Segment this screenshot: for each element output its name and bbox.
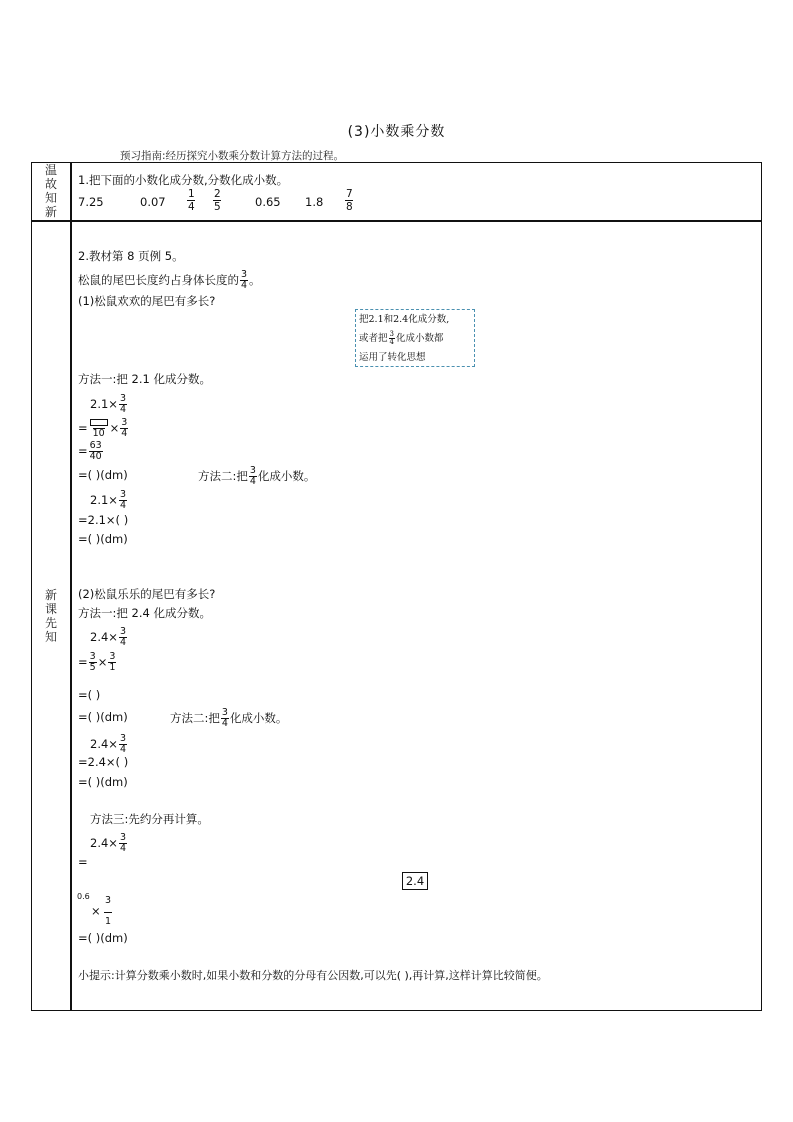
hint-callout-box bbox=[355, 309, 475, 367]
decimal-0-65: 0.65 bbox=[255, 195, 281, 209]
expr-text: 2.4× bbox=[90, 836, 118, 850]
denominator: 4 bbox=[119, 500, 126, 511]
period: 。 bbox=[249, 273, 261, 287]
part2-question: (2)松鼠乐乐的尾巴有多长? bbox=[78, 587, 216, 601]
fraction-1-4 bbox=[186, 188, 197, 213]
part2-method3-label: 方法三:先约分再计算。 bbox=[90, 812, 209, 826]
part1-method1-line2 bbox=[78, 418, 129, 439]
numerator: 3 bbox=[119, 733, 126, 744]
times: × bbox=[109, 421, 120, 435]
part2-method2-expr bbox=[90, 734, 128, 755]
numerator-blank[interactable] bbox=[89, 418, 109, 428]
part2-method2-label bbox=[170, 708, 287, 729]
side-char: 新 bbox=[44, 588, 57, 602]
denominator: 40 bbox=[89, 451, 102, 462]
expr-text: 2.4× bbox=[90, 737, 118, 751]
hint-text: 或者把 bbox=[359, 333, 388, 344]
part2-method2-line2[interactable]: =2.4×( ) bbox=[78, 755, 129, 769]
side-char: 知 bbox=[44, 630, 57, 644]
side-char: 故 bbox=[44, 177, 57, 191]
fraction-7-8 bbox=[344, 188, 355, 213]
part2-method1-label: 方法一:把 2.4 化成分数。 bbox=[78, 606, 211, 620]
label-text: 化成小数。 bbox=[229, 711, 288, 725]
lesson-question-2: 2.教材第 8 页例 5。 bbox=[78, 249, 184, 263]
numerator: 3 bbox=[121, 417, 128, 428]
part1-method2-result[interactable]: =( )(dm) bbox=[78, 532, 128, 546]
part2-method1-expr bbox=[90, 627, 128, 648]
side-label-review bbox=[43, 163, 59, 219]
part2-method3-times: × bbox=[91, 904, 101, 918]
hint-line-2 bbox=[359, 329, 474, 348]
side-char: 温 bbox=[44, 163, 57, 177]
denominator: 10 bbox=[92, 428, 105, 439]
numerator: 3 bbox=[249, 465, 256, 476]
statement-text: 松鼠的尾巴长度约占身体长度的 bbox=[78, 273, 239, 287]
denominator: 4 bbox=[241, 280, 248, 291]
numerator: 3 bbox=[109, 651, 116, 662]
numerator: 2 bbox=[214, 188, 221, 200]
part1-method2-line2[interactable]: =2.1×( ) bbox=[78, 513, 129, 527]
equals: = bbox=[78, 655, 88, 669]
denominator: 4 bbox=[249, 476, 256, 487]
denominator: 4 bbox=[221, 718, 228, 729]
equals: = bbox=[78, 421, 88, 435]
label-text: 方法二:把 bbox=[170, 711, 220, 725]
numerator: 3 bbox=[221, 707, 228, 718]
reduced-0-6: 0.6 bbox=[77, 892, 90, 901]
numerator: 1 bbox=[188, 188, 195, 200]
part1-method1-label: 方法一:把 2.1 化成分数。 bbox=[78, 372, 211, 386]
hint-line-3: 运用了转化思想 bbox=[359, 352, 426, 363]
part1-question: (1)松鼠欢欢的尾巴有多长? bbox=[78, 294, 216, 308]
denominator: 1 bbox=[109, 662, 116, 673]
review-question-1: 1.把下面的小数化成分数,分数化成小数。 bbox=[78, 173, 289, 187]
part2-method3-result[interactable]: =( )(dm) bbox=[78, 931, 128, 945]
numerator: 63 bbox=[89, 440, 102, 451]
denominator: 1 bbox=[105, 916, 112, 927]
hint-line-1: 把2.1和2.4化成分数, bbox=[359, 314, 450, 325]
part2-method3-expr bbox=[90, 833, 128, 854]
numerator: 3 bbox=[241, 269, 248, 280]
denominator: 4 bbox=[119, 843, 126, 854]
part2-method2-result[interactable]: =( )(dm) bbox=[78, 775, 128, 789]
fraction-2-5 bbox=[212, 188, 223, 213]
times: × bbox=[97, 655, 108, 669]
denominator: 4 bbox=[119, 637, 126, 648]
denominator: 4 bbox=[188, 201, 195, 213]
denominator: 4 bbox=[119, 404, 126, 415]
label-text: 化成小数。 bbox=[257, 469, 316, 483]
denominator: 4 bbox=[121, 428, 128, 439]
part2-method3-fraction bbox=[103, 896, 113, 927]
preview-guide: 预习指南:经历探究小数乘分数计算方法的过程。 bbox=[120, 150, 345, 162]
part2-method1-result[interactable]: =( )(dm) bbox=[78, 710, 128, 724]
numerator: 3 bbox=[104, 896, 112, 913]
part2-method1-line2 bbox=[78, 652, 117, 673]
side-char: 新 bbox=[44, 205, 57, 219]
boxed-2-4: 2.4 bbox=[402, 872, 428, 890]
side-char: 课 bbox=[44, 602, 57, 616]
row-divider bbox=[31, 220, 762, 222]
column-divider bbox=[70, 162, 72, 1011]
equals: = bbox=[78, 444, 88, 458]
denominator: 5 bbox=[89, 662, 96, 673]
numerator: 3 bbox=[119, 832, 126, 843]
part1-method2-label bbox=[198, 466, 315, 487]
numerator: 3 bbox=[119, 626, 126, 637]
label-text: 方法二:把 bbox=[198, 469, 248, 483]
part2-method3-equals: = bbox=[78, 855, 88, 869]
denominator: 5 bbox=[214, 201, 221, 213]
side-char: 知 bbox=[44, 191, 57, 205]
denominator: 4 bbox=[389, 338, 394, 346]
side-char: 先 bbox=[44, 616, 57, 630]
tip-text: 小提示:计算分数乘小数时,如果小数和分数的分母有公因数,可以先( ),再计算,这样计算比较简便。 bbox=[78, 969, 548, 982]
part1-method1-expr bbox=[90, 394, 128, 415]
expr-text: 2.4× bbox=[90, 630, 118, 644]
part1-method2-expr bbox=[90, 490, 128, 511]
numerator: 3 bbox=[119, 393, 126, 404]
expr-text: 2.1× bbox=[90, 397, 118, 411]
numerator: 7 bbox=[346, 188, 353, 200]
decimal-0-07: 0.07 bbox=[140, 195, 166, 209]
side-label-new-lesson bbox=[43, 588, 59, 644]
numerator: 3 bbox=[119, 489, 126, 500]
hint-text: 化成小数都 bbox=[395, 333, 444, 344]
numerator: 3 bbox=[389, 330, 394, 338]
denominator: 4 bbox=[119, 744, 126, 755]
numerator: 3 bbox=[89, 651, 96, 662]
decimal-1-8: 1.8 bbox=[305, 195, 324, 209]
part1-method1-line3 bbox=[78, 441, 104, 462]
denominator: 8 bbox=[346, 201, 353, 213]
statement bbox=[78, 270, 261, 291]
part1-method1-result[interactable]: =( )(dm) bbox=[78, 468, 128, 482]
page-title: (3)小数乘分数 bbox=[347, 124, 446, 140]
expr-text: 2.1× bbox=[90, 493, 118, 507]
part2-method1-line3[interactable]: =( ) bbox=[78, 688, 101, 702]
decimal-7-25: 7.25 bbox=[78, 195, 104, 209]
